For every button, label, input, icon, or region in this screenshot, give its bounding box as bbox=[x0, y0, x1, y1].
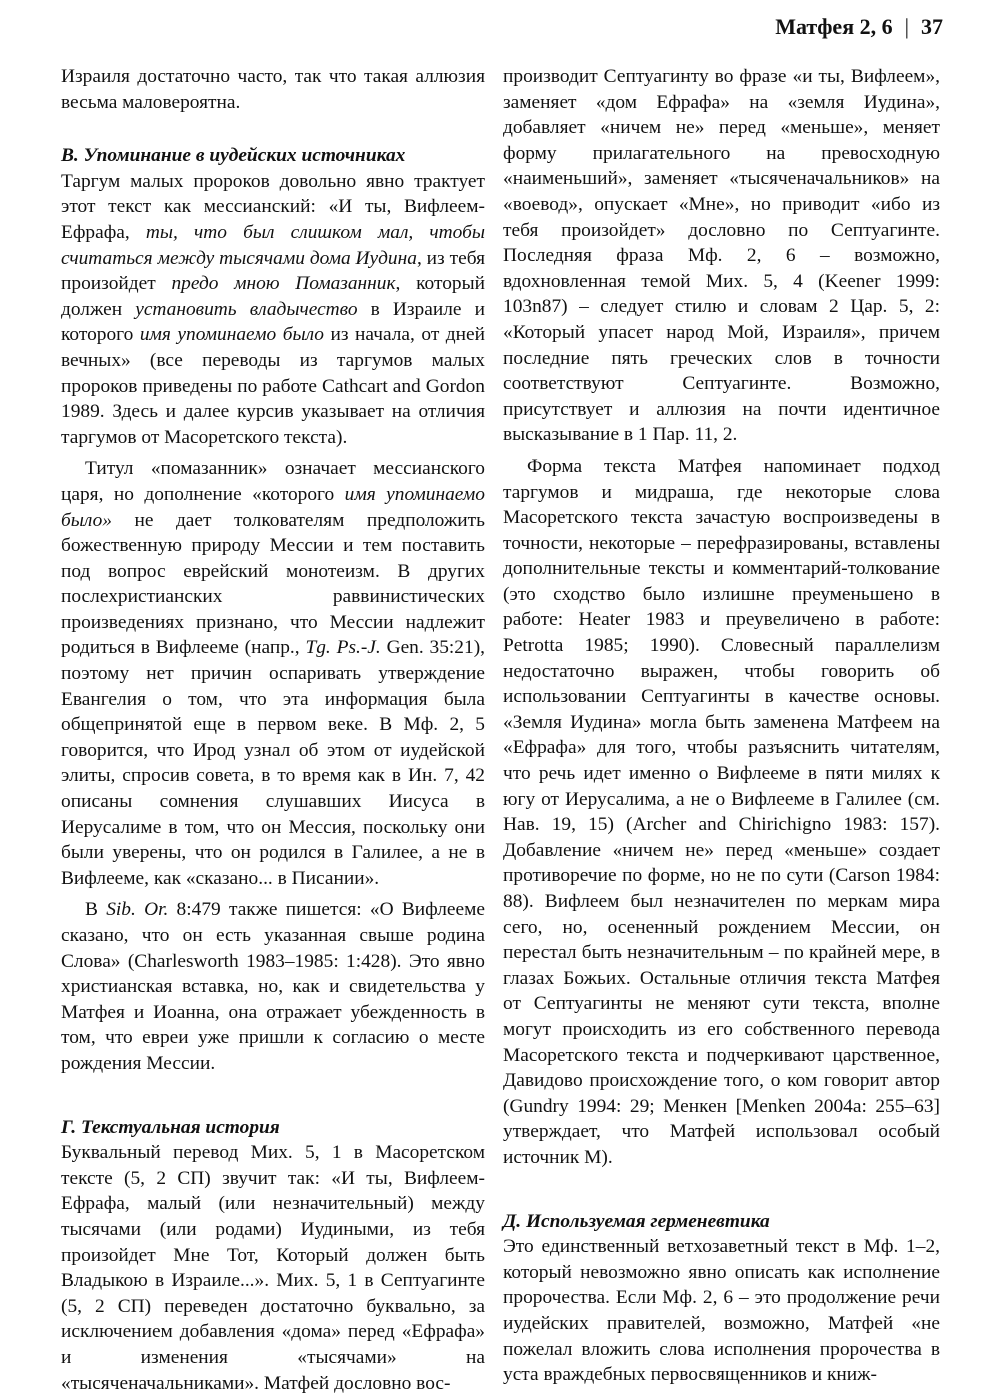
page-number: 37 bbox=[921, 14, 943, 39]
right-column bbox=[503, 64, 940, 1388]
header-separator: | bbox=[904, 14, 909, 39]
left-column bbox=[61, 64, 485, 1396]
running-header bbox=[775, 14, 943, 40]
paragraph-septuagint: производит Септуагинту во фразе «и ты, Вифлеем», заменяет «дом Ефрафа» на «земля Иудина», добавляет «ничем не» перед «меньше», меняет форму прилагательного на превосходную «наименьший», заменяет «тысяченачальников» на «воевод», опускает «Мне», но приводит «ибо из тебя произойдет» дословно по Септуагинте. Последняя фраза Мф. 2, 6 – возможно, вдохновленная темой Мих. 5, 4 (Keener 1999: 103n87) – следует стилю и словам 2 Цар. 5, 2: «Который упасет народ Мой, Израиля», причем последние пять греческих слов в точности соответствуют Септуагинте. Возможно, присутствует и аллюзия на почти идентичное высказывание в 1 Пар. 11, 2. bbox=[503, 66, 940, 446]
header-reference: Матфея 2, 6 bbox=[775, 14, 893, 39]
section-heading-d: Д. Используемая герменевтика bbox=[503, 1210, 770, 1232]
paragraph-messiah-title: Титул «помазанник» означает мессианского царя, но дополнение «которого имя упоминаемо было» не дает толкователям предположить божественную природу Мессии и тем поставить под вопрос еврейский монотеизм. В других послехристианских раввинистических произведениях признано, что Мессии надлежит родиться в Вифлееме (напр., Tg. Ps.-J. Gen. 35:21), поэтому нет причин оспаривать утверждение Евангелия о том, что эта информация была общепринятой еще в первом веке. В Мф. 2, 5 говорится, что Ирод узнал об этом от иудейской элиты, спросив совета, в то время как в Ин. 7, 42 описаны сомнения слушавших Иисуса в Иерусалиме в том, что он Мессия, поскольку они были уверены, что он родился в Галилее, а не в Вифлееме, как «сказано... в Писании». bbox=[61, 458, 486, 889]
paragraph-sibylline: В Sib. Or. 8:479 также пишется: «О Вифлееме сказано, что он есть указанная свыше родина Слова» (Charlesworth 1983–1985: 1:428). Это явно христианская вставка, но, как и свидетельства у Матфея и Иоанна, она отражает убежденность в том, что евреи уже пришли к согласию о месте рождения Мессии. bbox=[61, 899, 485, 1074]
paragraph-hermeneutics: Это единственный ветхозаветный текст в Мф. 1–2, который невозможно явно описать как исполнение пророчества. Если Мф. 2, 6 – это продолжение речи иудейских правителей, возможно, Матфей «не пожелал вложить слова исполнения пророчества в уста враждебных первосвященников и книж- bbox=[503, 1236, 940, 1386]
section-heading-b: В. Упоминание в иудейских источниках bbox=[61, 145, 406, 167]
section-heading-g: Г. Текстуальная история bbox=[61, 1116, 280, 1138]
paragraph-textual-history: Буквальный перевод Мих. 5, 1 в Масоретском тексте (5, 2 СП) звучит так: «И ты, Вифлеем-Ефрафа, малый (или незначительный) между тысячами (или родами) Иудиными, из тебя произойдет Мне Тот, Который должен быть Владыкою в Израиле...». Мих. 5, 1 в Септуагинте (5, 2 СП) переведен достаточно буквально, за исключением добавления «дома» перед «Ефрафа» и изменения «тысячами» на «тысяченачальниками». Матфей дословно вос- bbox=[61, 1142, 485, 1394]
paragraph-continuation: Израиля достаточно часто, так что такая аллюзия весьма маловероятна. bbox=[61, 66, 485, 113]
paragraph-targum: Таргум малых пророков довольно явно трактует этот текст как мессианский: «И ты, Вифлеем-Ефрафа, ты, что был слишком мал, чтобы считаться между тысячами дома Иудина, из тебя произойдет предо мною Помазанник, который должен установить владычество в Израиле и которого имя упоминаемо было из начала, от дней вечных» (все переводы из таргумов малых пророков приведены по работе Cathcart and Gordon 1989. Здесь и далее курсив указывает на отличия таргумов от Масоретского текста). bbox=[61, 170, 486, 448]
paragraph-text-form: Форма текста Матфея напоминает подход таргумов и мидраша, где некоторые слова Масоретского текста зачастую воспроизведены в точности, некоторые – перефразированы, вставлены дополнительные тексты и комментарий-толкование (это сходство было излишне преуменьшено в работе: Heater 1983 и преувеличено в работе: Petrotta 1985; 1990). Словесный параллелизм недостаточно выражен, чтобы говорить об использовании Септуагинты в качестве основы. «Земля Иудина» могла быть заменена Матфеем на «Ефрафа» для того, чтобы разъяснить читателям, что речь идет именно о Вифлееме в пяти милях к югу от Иерусалима, а не о Вифлееме в Галилее (см. Нав. 19, 15) (Archer and Chirichigno 1983: 157). Добавление «ничем не» перед «меньше» создает противоречие по форме, но не по сути (Carson 1984: 88). Вифлеем был незначителен по меркам мира сего, но, осененный рождением Мессии, он перестал быть незначительным – по крайней мере, в глазах Божьих. Остальные отличия текста Матфея от Септуагинты не меняют сути текста, вполне могут происходить из его собственного перевода Масоретского текста и подчеркивают царственное, Давидово происхождение того, о ком говорит автор (Gundry 1994: 29; Менкен [Menken 2004a: 255–63] утверждает, что Матфей использовал особый источник М). bbox=[503, 455, 940, 1168]
